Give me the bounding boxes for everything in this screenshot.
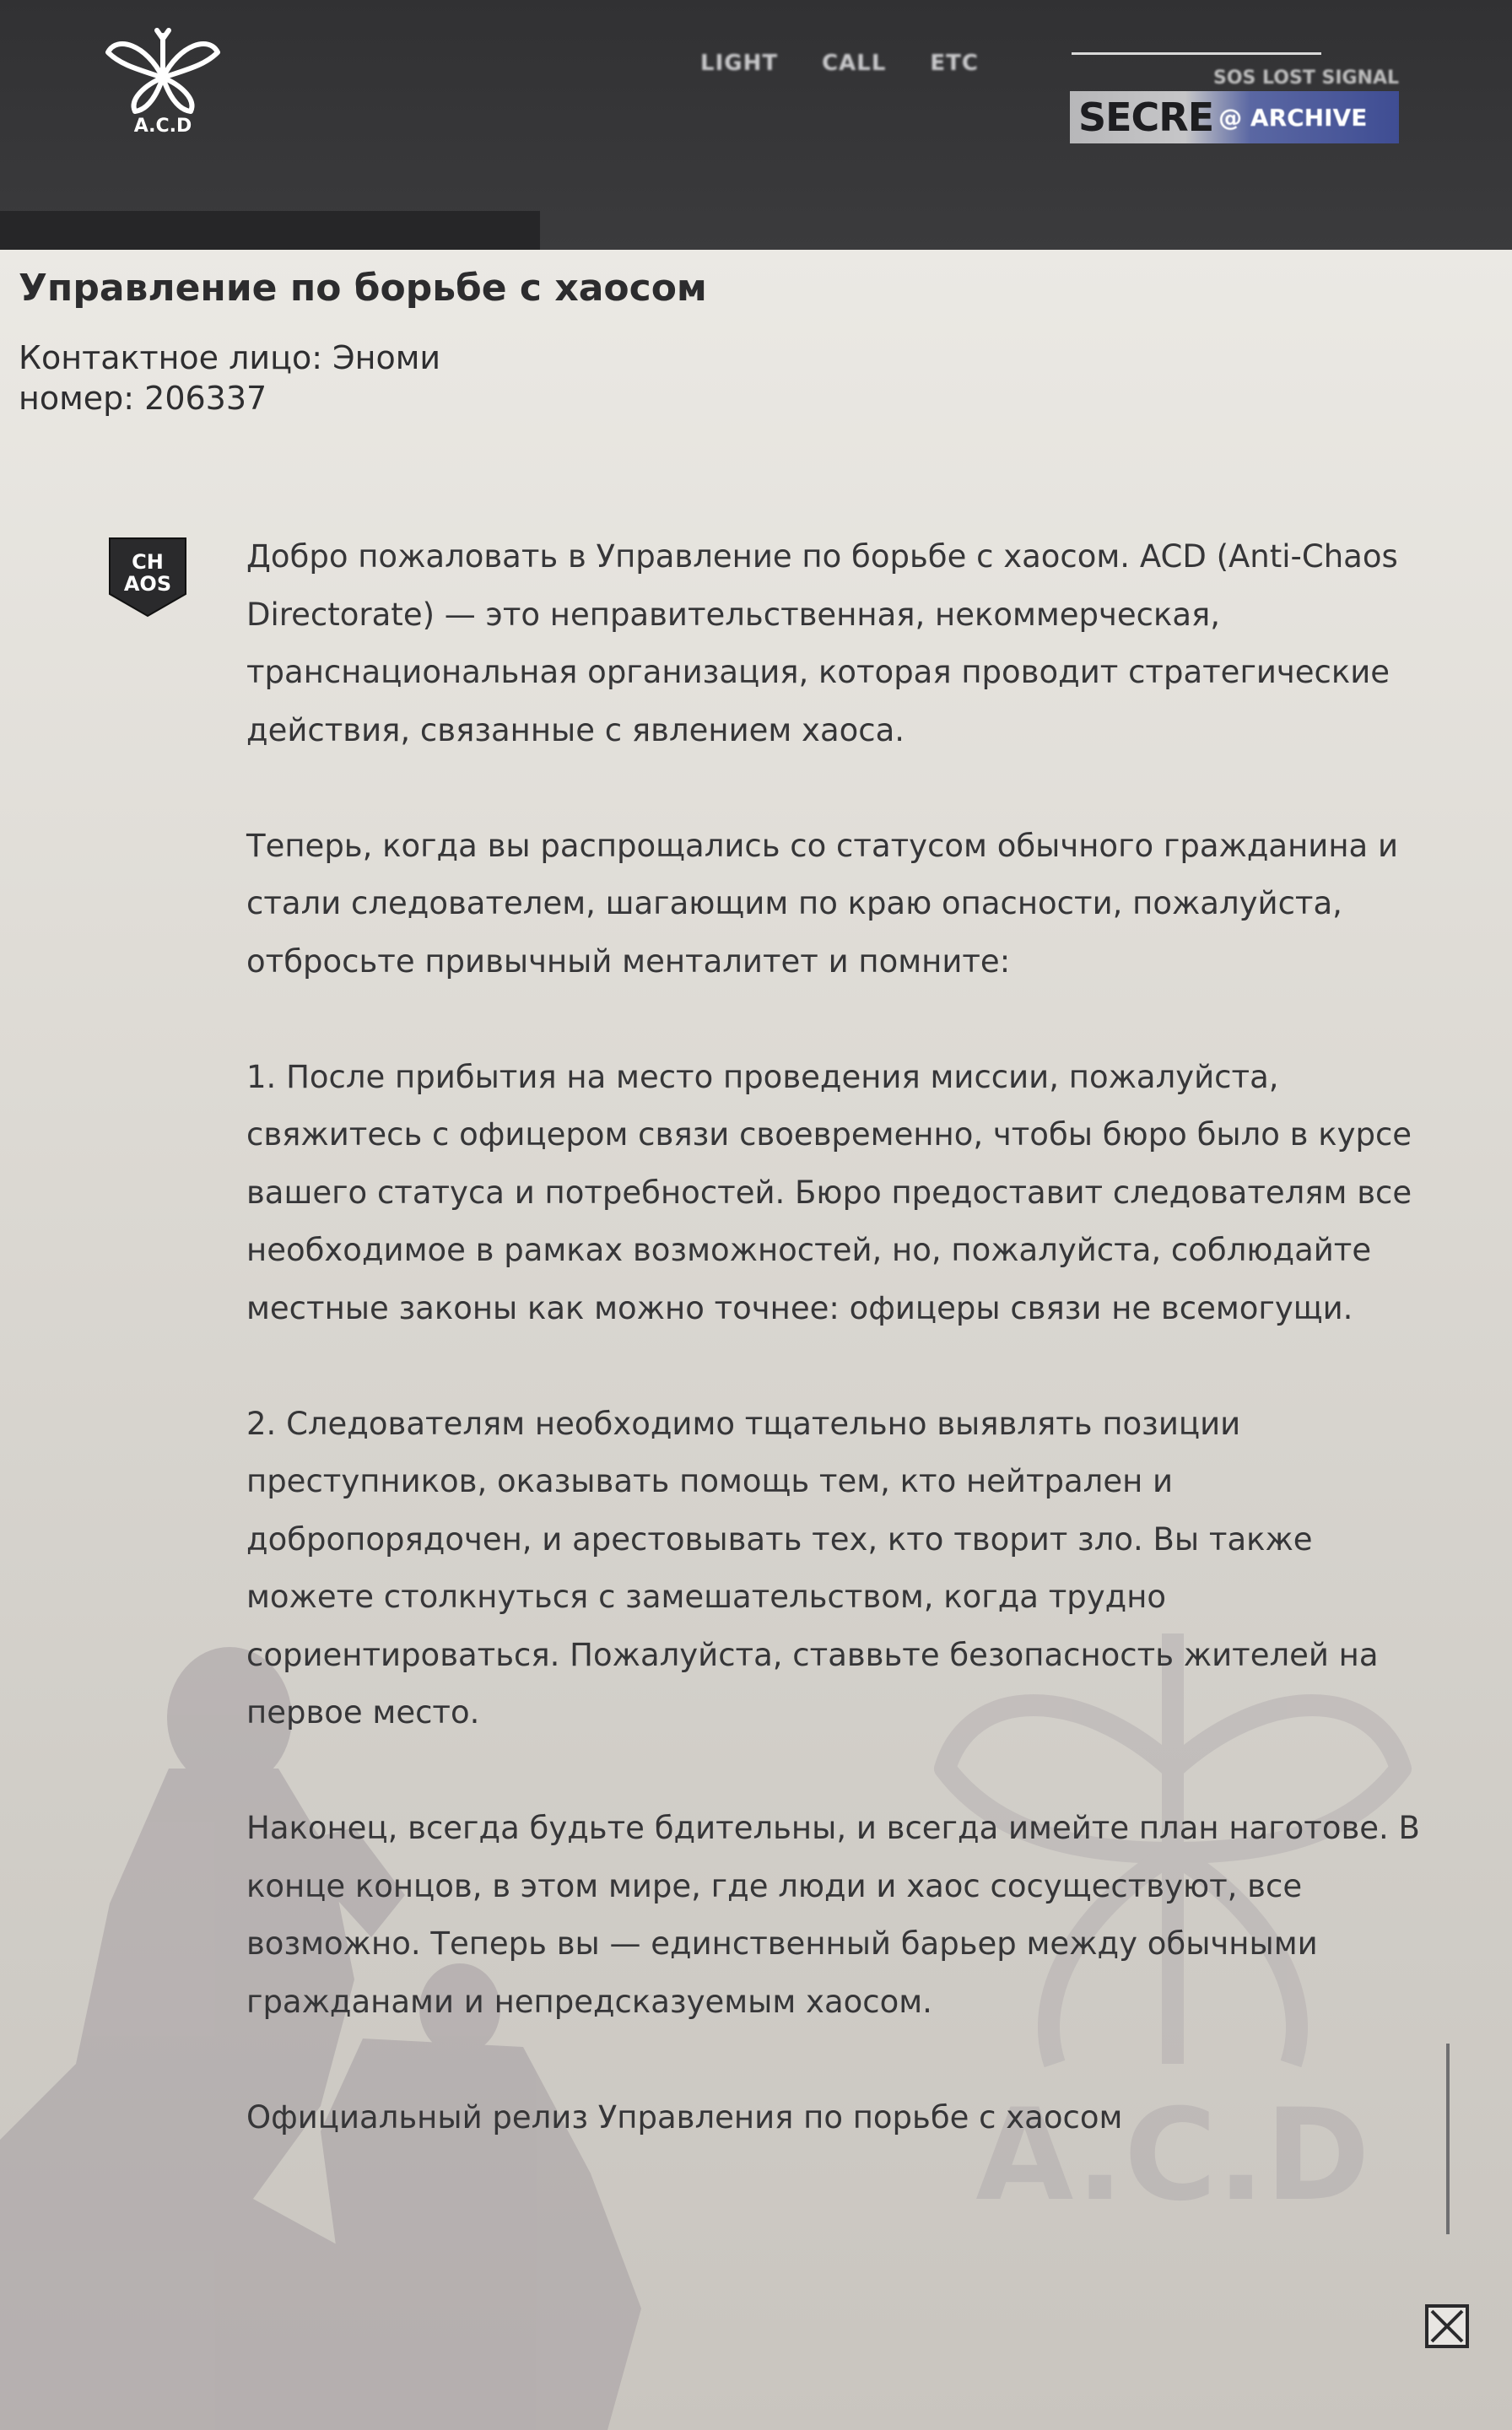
badge-box	[1070, 91, 1399, 143]
secret-badge	[1070, 52, 1399, 147]
nav-item-3[interactable]: ETC	[930, 51, 979, 76]
contact-person: Контактное лицо: Эноми	[19, 339, 441, 376]
sender-avatar-icon[interactable]	[106, 535, 189, 619]
scrollbar[interactable]	[1446, 2044, 1450, 2234]
message-signature: Официальный релиз Управления по порьбе с хаосом	[246, 2098, 1123, 2136]
badge-suffix-text: @ ARCHIVE	[1218, 103, 1368, 132]
message-paragraph: 2. Следователям необходимо тщательно выявлять позиции преступников, оказывать помощь тем, кто нейтрален и добропорядочен, и арестовывать тех, кто творит зло. Вы также можете столкнуться с замешательством, когда трудно сориентироваться. Пожалуйста, ставвьте безопасность жителей на первое место.	[246, 1405, 1379, 1731]
avatar-line2: AOS	[123, 572, 172, 596]
page-title: Управление по борьбе с хаосом	[19, 267, 707, 310]
close-icon[interactable]	[1424, 2303, 1470, 2349]
badge-caption: SOS LOST SIGNAL	[1213, 68, 1400, 89]
badge-divider	[1072, 52, 1321, 55]
top-nav	[700, 51, 979, 76]
logo-text: A.C.D	[133, 116, 192, 137]
message-paragraph: 1. После прибытия на место проведения миссии, пожалуйста, свяжитесь с офицером связи своевременно, чтобы бюро было в курсе вашего статуса и потребностей. Бюро предоставит следователям все необходимое в рамках возможностей, но, пожалуйста, соблюдайте местные законы как можно точнее: офицеры связи не всемогущи.	[246, 1058, 1412, 1326]
top-bar-shade	[0, 211, 540, 250]
top-bar	[0, 0, 1512, 250]
badge-main-text: SECRE	[1078, 94, 1214, 140]
avatar-line1: CH	[132, 550, 164, 574]
message-paragraph: Теперь, когда вы распрощались со статусом обычного гражданина и стали следователем, шагающим по краю опасности, пожалуйста, отбросьте привычный менталитет и помните:	[246, 827, 1399, 980]
message-paragraph: Добро пожаловать в Управление по борьбе с хаосом. ACD (Anti-Chaos Directorate) — это неправительственная, некоммерческая, транснациональная организация, которая проводит стратегические действия, связанные с явлением хаоса.	[246, 538, 1398, 748]
contact-info	[19, 338, 440, 418]
message-paragraph: Наконец, всегда будьте бдительны, и всегда имейте план наготове. В конце концов, в этом мире, где люди и хаос сосуществуют, все возможно. Теперь вы — единственный барьер между обычными гражданами и непредсказуемым хаосом.	[246, 1810, 1420, 2020]
contact-number: номер: 206337	[19, 380, 267, 417]
nav-item-2[interactable]: CALL	[822, 51, 887, 76]
message-panel	[0, 250, 1512, 2430]
watermark-logo-text: A.C.D	[975, 2082, 1370, 2229]
acd-logo-icon	[100, 19, 226, 137]
message-body	[246, 528, 1444, 2205]
nav-item-1[interactable]: LIGHT	[700, 51, 779, 76]
